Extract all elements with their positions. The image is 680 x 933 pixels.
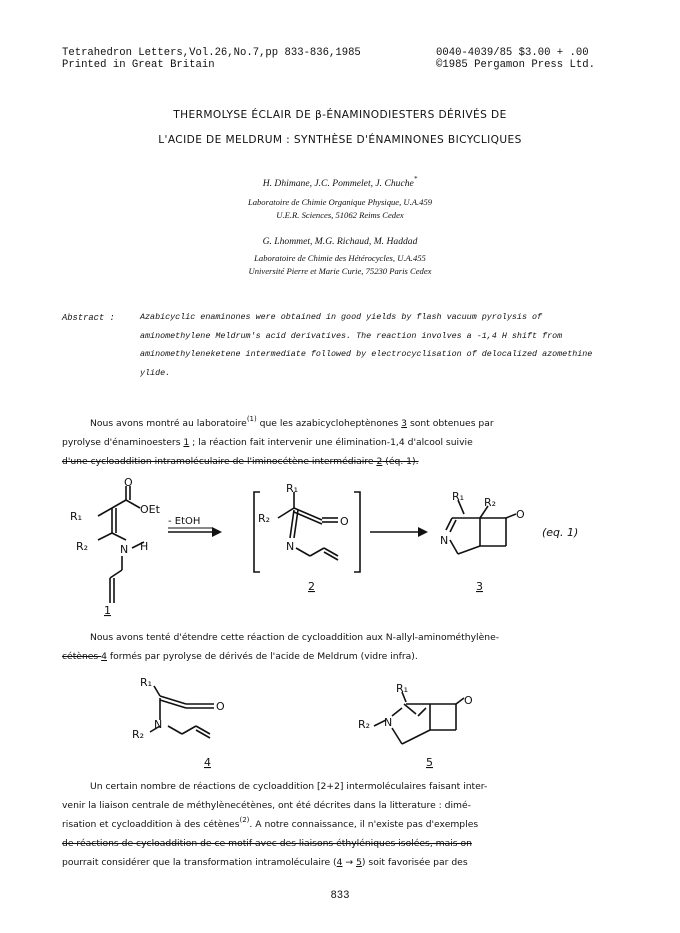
para3-line-5 [62,853,610,872]
para3-line-1: Un certain nombre de réactions de cycloaddition [2+2] intermoléculaires faisant inter- [90,781,488,792]
s2-nitrogen-c5: N [384,716,393,729]
abstract-label: Abstract : [62,313,115,323]
s1-hydrogen: H [140,540,149,553]
s1-r2-c1: R₂ [76,540,89,553]
s1-oxygen-c3: O [516,508,525,521]
authors-group-1 [0,175,680,189]
s1-r1-c2: R₁ [286,482,299,495]
para2-line-1: Nous avons tenté d'étendre cette réaction de cycloaddition aux N-allyl-aminométhylène- [90,632,500,643]
transformation-arrow: → [342,857,357,868]
equation-number: (eq. 1) [542,526,579,539]
printed-in: Printed in Great Britain [62,59,215,71]
s1-nitrogen-c1: N [120,543,129,556]
s1-nitrogen-c2: N [286,540,295,553]
compound-label-5: 5 [426,756,433,769]
s2-oxygen-c4: O [216,700,225,713]
para1-text-b: que les azabicycloheptènones [256,418,402,429]
para3-l5-text-b: ) soit favorisée par des [361,857,468,868]
s2-oxygen-c5: O [464,694,473,707]
para1-text-a: Nous avons montré au laboratoire [90,418,247,429]
para1-l3-text-b: (éq. 1). [382,456,419,467]
issn-price: 0040-4039/85 $3.00 + .00 [436,47,589,59]
s1-r1-c1: R₁ [70,510,83,523]
reaction-scheme-2 [120,674,480,770]
s1-oxygen: O [124,478,133,489]
authors-group-1-names: H. Dhimane, J.C. Pommelet, J. Chuche [262,178,414,189]
s2-nitrogen-c4: N [154,718,163,731]
para1-line-3 [62,452,610,471]
compound-ref-3: 3 [401,418,408,429]
para2-l2-text-a: cétènes [62,651,102,662]
s1-oxygen-c2: O [340,515,349,528]
s2-r1-c4: R₁ [140,676,153,689]
para1-l2-text-b: ; la réaction fait intervenir une élimination-1,4 d'alcool suivie [189,437,473,448]
affiliation-1-line-2: U.E.R. Sciences, 51062 Reims Cedex [276,210,404,220]
para1-text-c: sont obtenues par [407,418,494,429]
para3-line-4: de réactions de cycloaddition de ce motif avec des liaisons éthyléniques isolées, mais on [62,838,472,849]
journal-citation: Tetrahedron Letters,Vol.26,No.7,pp 833-836,1985 [62,47,361,59]
para1-l2-text-a: pyrolyse d'énaminoesters [62,437,184,448]
para3-l3-text-b: . A notre connaissance, il n'existe pas d'exemples [249,819,479,830]
compound-label-2: 2 [308,580,315,593]
reference-1: (1) [246,415,257,423]
affiliation-2-line-2: Université Pierre et Marie Curie, 75230 Paris Cedex [248,266,432,276]
affiliation-1-line-1: Laboratoire de Chimie Organique Physique, U.A.459 [247,197,433,207]
para3-line-3 [62,815,610,834]
compound-label-3: 3 [476,580,483,593]
s1-arrow-label: - EtOH [168,516,201,527]
page-number: 833 [330,890,350,902]
reaction-scheme-1 [60,478,620,618]
para3-l3-text-a: risation et cycloaddition à des cétènes [62,819,240,830]
s2-r2-c4: R₂ [132,728,145,741]
para2-l2-text-b: formés par pyrolyse de dérivés de l'acide de Meldrum (vidre infra). [107,651,418,662]
s1-r2-c2: R₂ [258,512,271,525]
copyright: ©1985 Pergamon Press Ltd. [436,59,595,71]
para3-line-2: venir la liaison centrale de méthylènecétènes, ont été décrites dans la litterature : dimé- [62,800,471,811]
s2-r1-c5: R₁ [396,682,409,695]
para3-l5-text-a: pourrait considérer que la transformation intramoléculaire ( [62,857,337,868]
compound-label-1: 1 [104,604,111,617]
affiliation-2-line-1: Laboratoire de Chimie des Hétérocycles, U.A.455 [254,253,426,263]
corresponding-mark: * [413,175,418,183]
s1-oet: OEt [140,503,160,516]
para1-l3-text-a: d'une cycloaddition intramoléculaire de l'iminocétène intermédiaire [62,456,377,467]
compound-ref-1: 1 [183,437,190,448]
abstract-text: Azabicyclic enaminones were obtained in good yields by flash vacuum pyrolysis of aminomethylene Meldrum's acid derivatives. The reaction involves a -1,4 H shift from aminomethyleneketene intermediate followed by electrocyclisation of delocalized azomethine ylide. [140,312,593,378]
para2-line-2 [62,647,610,666]
compound-ref-4: 4 [101,651,108,662]
title-line-2: L'ACIDE DE MELDRUM : SYNTHÈSE D'ÉNAMINONES BICYCLIQUES [158,134,522,146]
para1-line-1 [62,414,610,433]
compound-label-4: 4 [204,756,211,769]
compound-ref-4b: 4 [336,857,343,868]
s1-nitrogen-c3: N [440,534,449,547]
compound-ref-2: 2 [376,456,383,467]
s2-r2-c5: R₂ [358,718,371,731]
s1-r1-c3: R₁ [452,490,465,503]
reference-2: (2) [239,816,250,824]
para1-line-2 [62,433,610,452]
compound-ref-5: 5 [356,857,362,868]
title-line-1: THERMOLYSE ÉCLAIR DE β-ÉNAMINODIESTERS DÉRIVÉS DE [173,109,507,121]
s1-r2-c3: R₂ [484,496,497,509]
authors-group-2: G. Lhommet, M.G. Richaud, M. Haddad [262,236,418,247]
